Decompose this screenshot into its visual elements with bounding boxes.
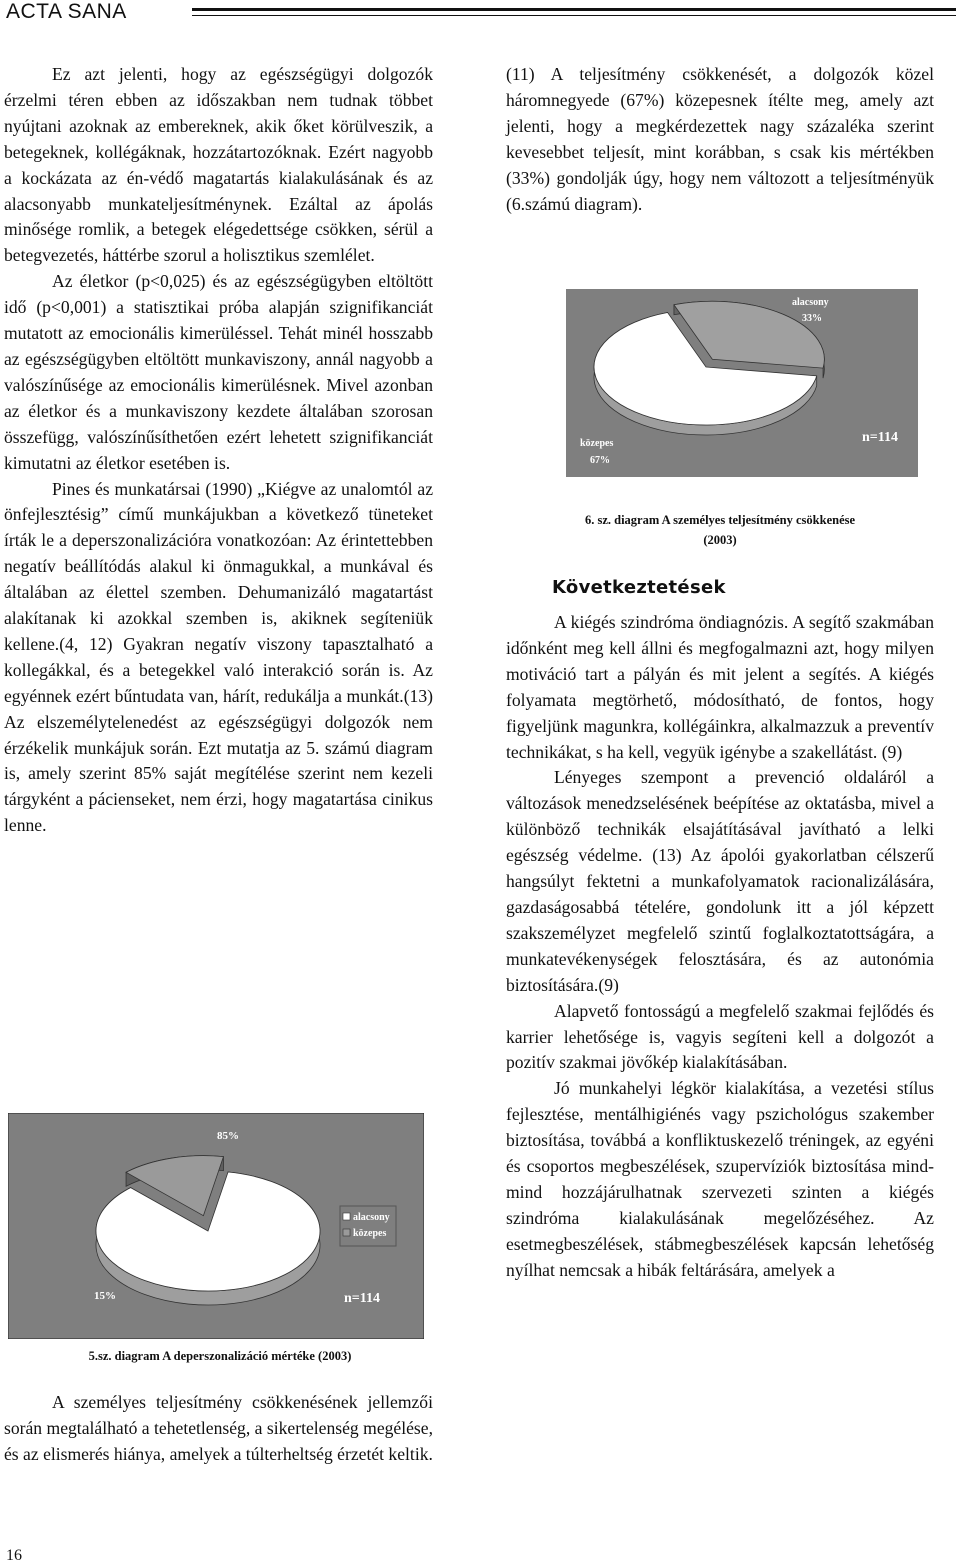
chart-6-caption (506, 513, 934, 548)
chart-6-value-kozepes: 67% (590, 455, 610, 466)
legend-swatch-alacsony (343, 1213, 350, 1220)
legend-label-kozepes: közepes (353, 1228, 387, 1239)
chart-5-data-label-1: 15% (94, 1290, 116, 1302)
right-paragraph-5: Jó munkahelyi légkör kialakítása, a vezetési stílus fejlesztése, mentálhigiénés vagy pszichológus szakember biztosítása, továbbá a konfliktuskezelő tréningek, az egyéni és csoportos megbeszélések, szupervíziók biztosítása mind-mind hozzájárulhatnak szervezeti szinten a kiégés szindróma kialakulásának megelőzéséhez. Az esetmegbeszélések, stábmegbeszélések kapcsán lehetőség nyílhat nemcsak a hibák feltárására, amelyek a (506, 1078, 934, 1280)
chart-5-legend (340, 1206, 396, 1246)
left-column (4, 62, 433, 839)
left-paragraph-2: Az életkor (p<0,025) és az egészségügyben eltöltött idő (p<0,001) a statisztikai próba alapján szignifikanciát mutatott az emocionális kimerüléssel. Tehát minél hosszabb az egészségügyben eltöltött munkaviszony, annál nagyobb a valószínűsége az emocionális kimerülésnek. Mivel azonban az életkor és a munkaviszony kezdete általában szorosan összefügg, valószínűsíthetően ezért lehetett szignifikanciát kimutatni az életkor esetében is. (4, 271, 433, 473)
chart-6-n-label: n=114 (862, 430, 898, 445)
right-column-bottom (506, 610, 934, 1284)
legend-label-alacsony: alacsony (353, 1212, 390, 1223)
journal-title: ACTA SANA (6, 0, 127, 23)
page-number: 16 (6, 1547, 22, 1564)
chart-6-caption-line-2: (2003) (703, 533, 737, 547)
chart-5 (8, 1113, 424, 1344)
right-paragraph-3: Lényeges szempont a prevenció oldaláról a változások menedzselésének beépítése az oktatásba, mivel a különböző technikák elsajátításával javítható a lelki egészség védelme. (13) Az ápolói gyakorlatban célszerű hangsúlyt fektetni a munkafolyamatok racionalizálására, gazdaságosabbá tételére, gondolunk itt a jól képzett szakszemélyzet megfelelő szintű foglalkoztatottságára, a munkatevékenységek felosztására, és az autonómia biztosítására.(9) (506, 767, 934, 995)
chart-5-caption: 5.sz. diagram A deperszonalizáció mértéke (2003) (88, 1349, 352, 1363)
right-paragraph-2: A kiégés szindróma öndiagnózis. A segítő szakmában időnként meg kell állni és megfogalmazni azt, hogy milyen motiváció tart a pályán és mit jelent a segítés. A kiégés folyamata megtörhető, módosítható, de fontos, hogy figyeljünk magunkra, kollégáinkra, alkalmazzuk a preventív technikákat, s ha kell, vegyük igénybe a szakellátást. (9) (506, 612, 934, 762)
chart-6-svg (566, 289, 918, 477)
chart-5-n-label: n=114 (344, 1291, 380, 1306)
chart-6-label-alacsony: alacsony (792, 297, 829, 308)
chart-6-value-alacsony: 33% (802, 313, 822, 324)
chart-6 (566, 289, 918, 482)
right-column-top (506, 62, 934, 217)
chart-6-label-kozepes: közepes (580, 438, 614, 449)
left-column-bottom (4, 1390, 433, 1468)
chart-5-svg (8, 1113, 424, 1339)
chart-6-caption-line-1: 6. sz. diagram A személyes teljesítmény csökkenése (584, 513, 856, 527)
chart-5-data-label-0: 85% (217, 1130, 239, 1142)
left-paragraph-4: A személyes teljesítmény csökkenésének jellemzői során megtalálható a tehetetlenség, a sikertelenség megélése, és az elismerés hiánya, amelyek a túlterheltség érzetét keltik. (4, 1392, 433, 1464)
section-title: Következtetések (552, 577, 726, 598)
header-rule-thin (192, 15, 956, 16)
left-paragraph-1: Ez azt jelenti, hogy az egészségügyi dolgozók érzelmi téren ebben az időszakban nem tudnak többet nyújtani azoknak az embereknek, akik őket körülveszik, a betegeknek, kollégáknak, hozzátartozóknak. Ezért nagyobb a kockázata az én-védő magatartás kialakulásának és az alacsonyabb munkateljesítménynek. Ezáltal az ápolás minősége romlik, a betegek elégedettsége csökken, sérül a betegvezetés, háttérbe szorul a holisztikus szemlélet. (4, 64, 433, 266)
legend-swatch-kozepes (343, 1229, 350, 1236)
right-paragraph-4: Alapvető fontosságú a megfelelő szakmai fejlődés és karrier lehetősége is, vagyis segíteni kell a dolgozót a pozitív szakmai jövőkép kialakításában. (506, 1000, 934, 1073)
right-paragraph-1: (11) A teljesítmény csökkenését, a dolgozók közel háromnegyede (67%) közepesnek ítélte meg, amely azt jelenti, hogy a megkérdezettek nagy százaléka szerint kevesebbet teljesít, mint korábban, s csak kis mértékben (33%) gondolják úgy, hogy nem változott a teljesítményük (6.számú diagram). (506, 64, 934, 214)
header-rule-thick (192, 8, 956, 11)
left-paragraph-3: Pines és munkatársai (1990) „Kiégve az unalomtól az önfejlesztésig” című munkájukban a következő tüneteket írták le a deperszonalizációra vonatkozóan: Az érintettebben negatív beállítódás alakul ki önmagukkal, a munkával és általában az élettel szemben. Dehumanizáló magatartást alakítanak ki azokkal szemben is, akiknek segíteniük kellene.(4, 12) Gyakran negatív viszony tapasztalható a kollegákkal, és a betegekkel való interakció során is. Az egyénnek ezért bűntudata van, hárít, redukálja a munkát.(13) Az elszemélytelenedést az egészségügyi dolgozók nem érzékelik munkájuk során. Ezt mutatja az 5. számú diagram is, amely szerint 85% saját megítélése szerint nem kezeli tárgyként a pácienseket, nem érzi, hogy magatartása cinikus lenne. (4, 478, 433, 836)
